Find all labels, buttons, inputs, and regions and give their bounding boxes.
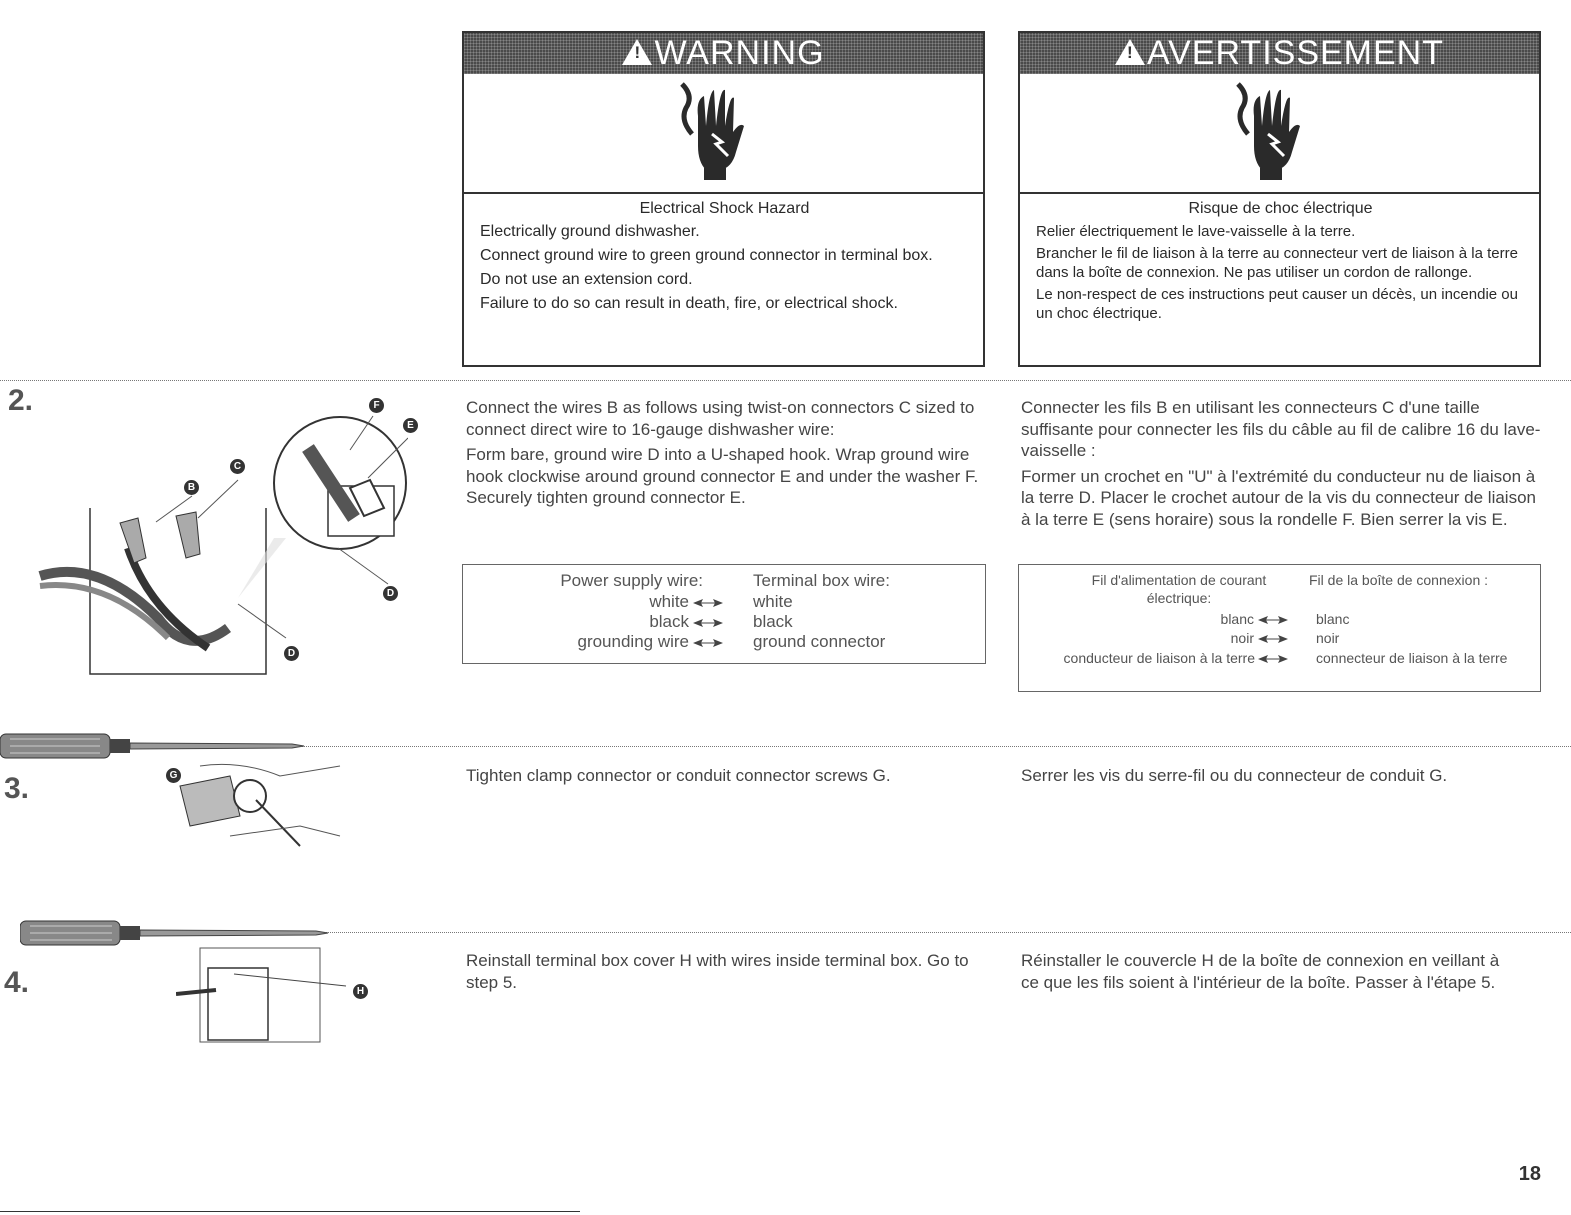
callout-e: E (403, 418, 418, 433)
callout-b: B (184, 480, 199, 495)
warning-banner (464, 33, 983, 74)
electrical-shock-hand-icon (1232, 82, 1312, 182)
table-header-left: Fil d'alimentation de courant électrique: (1091, 572, 1267, 606)
double-arrow-icon (693, 598, 723, 608)
table-header-left: Power supply wire: (560, 571, 703, 590)
warning-banner-text: AVERTISSEMENT (1146, 34, 1445, 72)
table-cell-left: white (649, 592, 689, 611)
alert-triangle-icon (622, 39, 652, 65)
terminal-box-cover-illustration (176, 944, 366, 1044)
table-cell-left: noir (1230, 630, 1254, 646)
step2-paragraph: Form bare, ground wire D into a U-shaped hook. Wrap ground wire hook clockwise around ground connector E and under the washer F. Securely tighten ground connector E. (466, 445, 979, 507)
step3-text-fr: Serrer les vis du serre-fil ou du connecteur de conduit G. (1021, 766, 1448, 785)
warning-body-fr (1020, 194, 1539, 323)
step-number: 4. (4, 966, 30, 999)
double-arrow-icon (1258, 615, 1288, 625)
wiring-table-fr (1018, 564, 1541, 692)
table-cell-right: connecteur de liaison à la terre (1316, 650, 1508, 666)
warning-line: Le non-respect de ces instructions peut causer un décès, un incendie ou un choc électrique. (1036, 286, 1518, 322)
wiring-table-en (462, 564, 986, 664)
double-arrow-icon (1258, 654, 1288, 664)
double-arrow-icon (693, 638, 723, 648)
electrical-shock-hand-icon (676, 82, 756, 182)
warning-banner (1020, 33, 1539, 74)
warning-line: Electrically ground dishwasher. (480, 223, 700, 240)
table-cell-left: grounding wire (577, 632, 689, 651)
table-cell-right: black (753, 612, 793, 631)
step2-paragraph: Connecter les fils B en utilisant les connecteurs C d'une taille suffisante pour connecter les fils du câble au fil de calibre 16 du lave-vaisselle : (1021, 398, 1541, 460)
callout-h: H (353, 984, 368, 999)
step2-paragraph: Connect the wires B as follows using twist-on connectors C sized to connect direct wire to 16-gauge dishwasher wire: (466, 398, 975, 439)
table-cell-left: conducteur de liaison à la terre (1063, 650, 1255, 666)
hazard-title: Risque de choc électrique (1188, 200, 1373, 217)
step4-text-en: Reinstall terminal box cover H with wires inside terminal box. Go to step 5. (466, 951, 969, 992)
warning-line: Connect ground wire to green ground connector in terminal box. (480, 247, 933, 264)
callout-c: C (230, 459, 245, 474)
table-header-right: Terminal box wire: (753, 571, 890, 590)
section-divider (300, 932, 1571, 933)
step-number: 2. (8, 384, 34, 417)
step2-paragraph: Former un crochet en "U" à l'extrémité du conducteur nu de liaison à la terre D. Placer le crochet autour de la vis du connecteur de liaison à la terre E (sens horaire) sous la rondelle F. Bien serrer la vis E. (1021, 466, 1536, 529)
warning-box-en (462, 31, 985, 367)
warning-line: Failure to do so can result in death, fire, or electrical shock. (480, 295, 898, 312)
warning-line: Brancher le fil de liaison à la terre au connecteur vert de liaison à la terre dans la boîte de connexion. Ne pas utiliser un cordon de rallonge. (1036, 245, 1518, 281)
warning-box-fr (1018, 31, 1541, 367)
shock-hazard-icon-row (464, 74, 983, 194)
hazard-title: Electrical Shock Hazard (639, 200, 810, 217)
table-cell-right: noir (1316, 630, 1340, 646)
table-cell-left: black (649, 612, 689, 631)
section-divider (300, 746, 1571, 747)
wire-connection-illustration (38, 388, 408, 688)
page-number: 18 (1518, 1163, 1541, 1185)
section-divider (0, 380, 1571, 381)
shock-hazard-icon-row (1020, 74, 1539, 194)
step-number: 3. (4, 772, 30, 805)
warning-line: Relier électriquement le lave-vaisselle à la terre. (1036, 223, 1356, 240)
table-header-right: Fil de la boîte de connexion : (1309, 572, 1489, 588)
table-cell-left: blanc (1220, 611, 1254, 627)
step2-text-en (466, 397, 991, 513)
table-cell-right: white (753, 592, 793, 611)
table-cell-right: ground connector (753, 632, 886, 651)
callout-g: G (166, 768, 181, 783)
table-cell-right: blanc (1316, 611, 1350, 627)
step4-text-fr: Réinstaller le couvercle H de la boîte de connexion en veillant à ce que les fils soient à l'intérieur de la boîte. Passer à l'étape 5. (1021, 951, 1500, 992)
step3-text-en: Tighten clamp connector or conduit connector screws G. (466, 766, 891, 785)
step2-text-fr (1021, 397, 1546, 534)
warning-line: Do not use an extension cord. (480, 271, 693, 288)
callout-d: D (383, 586, 398, 601)
double-arrow-icon (1258, 634, 1288, 644)
double-arrow-icon (693, 618, 723, 628)
warning-banner-text: WARNING (654, 34, 825, 72)
clamp-connector-illustration (160, 756, 360, 856)
warning-body-en (464, 194, 983, 313)
bottom-rule (0, 1211, 580, 1212)
alert-triangle-icon (1115, 39, 1145, 65)
callout-f: F (369, 398, 384, 413)
callout-d: D (284, 646, 299, 661)
